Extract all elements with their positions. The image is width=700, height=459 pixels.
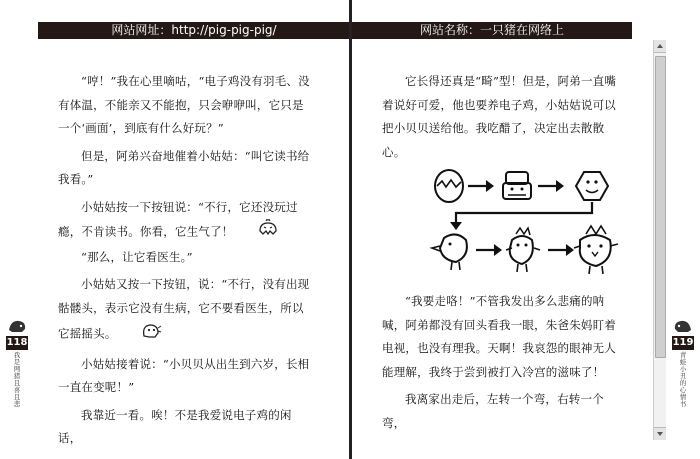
paragraph: 我靠近一看。唉！不是我爱说电子鸡的闲话， xyxy=(58,407,292,445)
left-header: 网站网址：http://pig-pig-pig/ xyxy=(38,22,350,39)
young-chick-icon xyxy=(576,172,608,200)
pig-icon xyxy=(6,318,28,336)
page-number: 119 xyxy=(672,337,694,348)
right-page-text-bottom xyxy=(382,290,620,435)
paragraph: “我要走咯！”不管我发出多么悲痛的呐喊，阿弟都没有回头看我一眼，朱爸朱妈盯着电视，也没有理我。天啊！我哀怨的眼神无人能理解，我终于尝到被打入冷宫的滋味了！ xyxy=(382,294,616,379)
arrow-right-icon xyxy=(476,244,502,256)
rooster-icon xyxy=(574,226,618,274)
pig-icon xyxy=(672,318,694,336)
page-number: 118 xyxy=(6,337,28,348)
paragraph: “哼！”我在心里嘀咕，“电子鸡没有羽毛、没有体温，不能亲又不能抱，只会咿咿叫，它只是一个‘画面’，到底有什么好玩？” xyxy=(58,74,310,135)
right-page-side-tab xyxy=(672,318,694,408)
scrollbar-thumb[interactable] xyxy=(655,56,666,358)
egg-icon xyxy=(435,170,463,202)
scroll-down-button[interactable] xyxy=(654,427,666,440)
side-label: 青蛙小丑的心情书 xyxy=(679,351,687,408)
chick-growth-diagram xyxy=(426,168,626,280)
arrow-right-icon xyxy=(538,180,564,192)
arrow-down-icon xyxy=(657,432,663,436)
connector-line xyxy=(450,202,592,230)
angry-chick-icon xyxy=(234,219,279,246)
arrow-right-icon xyxy=(468,180,494,192)
scroll-up-button[interactable] xyxy=(654,40,666,53)
paragraph: 它长得还真是“畸”型！但是，阿弟一直嘴着说好可爱，他也要养电子鸡，小姑姑说可以把小贝贝送给他。我吃醋了，决定出去散散心。 xyxy=(382,74,617,159)
paragraph: 但是，阿弟兴奋地催着小姑姑：“叫它读书给我看。” xyxy=(58,148,310,186)
vertical-scrollbar[interactable] xyxy=(653,40,666,440)
left-page-text xyxy=(58,70,310,451)
right-page xyxy=(352,0,700,459)
left-page-side-tab xyxy=(6,318,28,408)
sick-chick-icon xyxy=(117,320,162,349)
baby-chick-icon xyxy=(503,172,531,199)
right-page-text-top xyxy=(382,70,620,164)
paragraph: 我离家出走后，左转一个弯，右转一个弯， xyxy=(382,392,604,430)
paragraph: “那么，让它看医生。” xyxy=(81,249,193,264)
arrow-up-icon xyxy=(657,44,663,48)
chicken-icon xyxy=(506,228,540,272)
right-header: 网站名称：一只猪在网络上 xyxy=(352,22,632,39)
paragraph xyxy=(58,273,310,349)
chick-icon xyxy=(432,234,467,270)
paragraph: 小姑姑接着说：“小贝贝从出生到六岁，长相一直在变呢！” xyxy=(58,356,310,394)
arrow-right-icon xyxy=(548,244,574,256)
paragraph-text: 小姑姑又按一下按钮，说：“不行，没有出现骷髅头，表示它没有生病，它不要看医生，所以它摇摇头。 xyxy=(58,277,310,341)
paragraph-text: 小姑姑按一下按钮说：“不行，它还没玩过瘾，不肯读书。你看，它生气了！ xyxy=(58,199,298,239)
side-label: 我是网猪且喜且悲 xyxy=(13,351,21,408)
paragraph xyxy=(58,196,310,246)
